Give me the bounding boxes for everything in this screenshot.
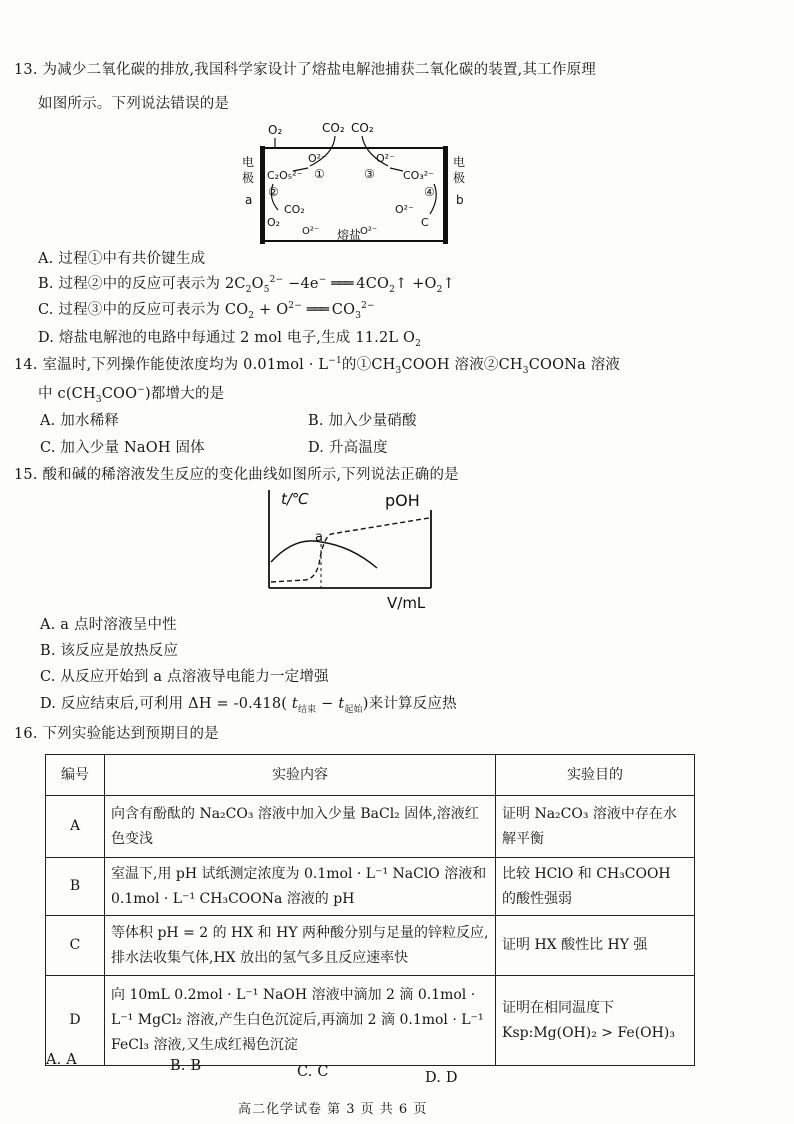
q13-stem-line2: 如图所示。下列说法错误的是 — [38, 96, 230, 112]
q13-option-b-end: ↑ +O — [395, 276, 437, 292]
electrode-a — [260, 146, 265, 244]
q15-stem: 15. 酸和碱的稀溶液发生反应的变化曲线如图所示,下列说法正确的是 — [14, 467, 459, 483]
q15-option-b: B. 该反应是放热反应 — [40, 643, 179, 659]
c2o5-ion: C₂O₅²⁻ — [267, 169, 303, 182]
header-purpose: 实验目的 — [496, 755, 695, 796]
row-id: C — [46, 916, 105, 976]
q14-stem2-post: COO — [101, 386, 138, 402]
q13-option-c-pre: C. 过程③中的反应可表示为 CO — [38, 302, 249, 318]
header-id: 编号 — [46, 755, 105, 796]
row-id: D — [46, 976, 105, 1066]
q16-answer-a: A. A — [46, 1052, 77, 1068]
q15-option-d-end: )来计算反应热 — [362, 696, 457, 712]
q15-option-d: D. 反应结束后,可利用 ΔH = -0.418( $t_{结束} - t_{起始}$)来计算反应热 — [40, 696, 457, 715]
q15-option-d-pre: D. 反应结束后,可利用 ΔH = -0.418( — [40, 696, 288, 712]
q13-option-b-post: 4CO — [356, 276, 390, 292]
row-content: 向含有酚酞的 Na₂CO₃ 溶液中加入少量 BaCl₂ 固体,溶液红色变浅 — [105, 796, 496, 858]
q13-option-a: A. 过程①中有共价键生成 — [38, 251, 206, 267]
electrode-a-label2: 极 — [242, 171, 255, 185]
table-row — [46, 796, 695, 858]
o2-lower-left: O₂ — [267, 216, 281, 229]
table-row — [46, 916, 695, 976]
top-o2-label: O₂ — [268, 123, 283, 137]
page-footer: 高二化学试卷 第 3 页 共 6 页 — [238, 1102, 428, 1117]
q14-stem-line2: 中 $c(CH_3COO^-)$都增大的是 — [38, 385, 225, 405]
arrow-to-co3 — [390, 168, 403, 171]
q14-option-b: B. 加入少量硝酸 — [308, 413, 417, 429]
q13-option-b-pre: B. 过程②中的反应可表示为 2C — [38, 276, 246, 292]
electrode-b-label2: 极 — [453, 171, 466, 185]
electrode-b — [443, 146, 448, 244]
q14-option-a: A. 加水稀释 — [40, 413, 120, 429]
row-content: 向 10mL 0.2mol · L⁻¹ NaOH 溶液中滴加 2 滴 0.1mol · L⁻¹ MgCl₂ 溶液,产生白色沉淀后,再滴加 2 滴 0.1mol · L⁻¹ FeCl₃ 溶液,又生成红褐色沉淀 — [105, 976, 496, 1066]
q16-answer-b: B. B — [170, 1058, 202, 1074]
process-4-marker: ④ — [424, 185, 435, 199]
q13-option-b: B. 过程②中的反应可表示为 $2C_2O_5^{2-} -4e^-$ ═══ $4CO_2↑$ $+O_2↑$ — [38, 275, 455, 295]
titration-graph — [255, 484, 445, 614]
o2-minus-left-top: O²⁻ — [308, 152, 327, 165]
row-content: 室温下,用 pH 试纸测定浓度为 0.1mol · L⁻¹ NaClO 溶液和 0.1mol · L⁻¹ CH₃COONa 溶液的 pH — [105, 858, 496, 916]
q14-stem-pre: 14. 室温时,下列操作能使浓度均为 0.01mol · L — [14, 357, 329, 373]
q13-option-d: D. 熔盐电解池的电路中每通过 2 mol 电子,生成 11.2L $O_2$ — [38, 330, 422, 349]
row-purpose: 证明 Na₂CO₃ 溶液中存在水解平衡 — [496, 796, 695, 858]
o2-minus-right-top: O²⁻ — [376, 152, 395, 165]
row-id: B — [46, 858, 105, 916]
electrode-a-label: 电 — [242, 155, 255, 169]
experiment-table — [45, 754, 695, 1066]
q16-stem: 16. 下列实验能达到预期目的是 — [14, 726, 219, 742]
q15-option-c: C. 从反应开始到 a 点溶液导电能力一定增强 — [40, 669, 329, 685]
o2-minus-lower-right: O²⁻ — [395, 203, 414, 216]
carbon-product: C — [421, 216, 429, 229]
o2-minus-bottom-b: O²⁻ — [360, 226, 378, 237]
right-axis-label: pOH — [385, 491, 420, 510]
x-axis-label: V/mL — [387, 594, 426, 612]
q14-stem-post: 的①CH — [341, 357, 396, 373]
q14-stem-line1: 14. 室温时,下列操作能使浓度均为 $0.01mol \cdot L^{-1}$的$①CH_3COOH$ 溶液$②CH_3COONa$ 溶液 — [14, 356, 621, 376]
process-2-marker: ② — [268, 185, 279, 199]
q13-option-c: C. 过程③中的反应可表示为 $CO_2 + O^{2-}$ ═══ $CO_3^{2-}$ — [38, 301, 375, 321]
table-header-row — [46, 755, 695, 796]
row-purpose: 证明 HX 酸性比 HY 强 — [496, 916, 695, 976]
table-row — [46, 858, 695, 916]
o2-minus-bottom-a: O²⁻ — [302, 226, 320, 237]
row-purpose: 比较 HClO 和 CH₃COOH 的酸性强弱 — [496, 858, 695, 916]
left-axis-label: t/℃ — [281, 490, 309, 508]
q13-option-c-mid: + O — [254, 302, 289, 318]
row-id: A — [46, 796, 105, 858]
q14-stem-end: COONa 溶液 — [528, 357, 621, 373]
q14-option-d: D. 升高温度 — [308, 440, 388, 456]
q14-stem2-end: )都增大的是 — [145, 386, 225, 402]
q14-stem2-pre: 中 c(CH — [38, 386, 96, 402]
q13-option-b-arrow: ↑ — [442, 276, 455, 292]
q13-stem-line1: 13. 为减少二氧化碳的排放,我国科学家设计了熔盐电解池捕获二氧化碳的装置,其工作原理 — [14, 62, 596, 78]
q16-answer-c: C. C — [297, 1064, 329, 1080]
q14-stem-mid: COOH 溶液②CH — [401, 357, 523, 373]
q13-option-d-text: D. 熔盐电解池的电路中每通过 2 mol 电子,生成 11.2L O — [38, 330, 416, 346]
table-row — [46, 976, 695, 1066]
top-co2-a: CO₂ — [322, 121, 345, 135]
molten-salt-label: 熔盐 — [337, 228, 362, 242]
electrode-a-letter: a — [245, 193, 253, 207]
electrolysis-cell-diagram — [238, 118, 470, 250]
process-1-marker: ① — [314, 167, 325, 181]
point-a-label: a — [315, 530, 323, 545]
header-content: 实验内容 — [105, 755, 496, 796]
co3-ion: CO₃²⁻ — [403, 169, 434, 182]
electrode-b-letter: b — [456, 193, 464, 207]
co2-lower-left: CO₂ — [284, 203, 305, 216]
q16-answer-d: D. D — [425, 1070, 458, 1086]
q15-option-a: A. a 点时溶液呈中性 — [40, 617, 177, 633]
q14-option-c: C. 加入少量 NaOH 固体 — [40, 440, 205, 456]
row-content: 等体积 pH = 2 的 HX 和 HY 两种酸分别与足量的锌粒反应,排水法收集气体,HX 放出的氢气多且反应速率快 — [105, 916, 496, 976]
process-3-marker: ③ — [364, 167, 375, 181]
electrode-b-label: 电 — [453, 155, 466, 169]
row-purpose: 证明在相同温度下 Ksp:Mg(OH)₂ > Fe(OH)₃ — [496, 976, 695, 1066]
top-co2-b: CO₂ — [351, 121, 374, 135]
